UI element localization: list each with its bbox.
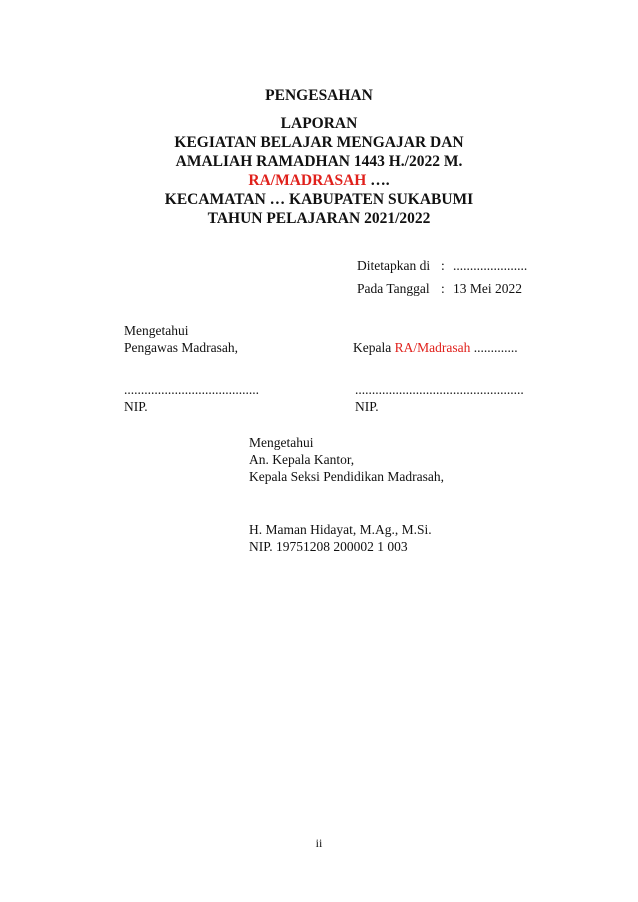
title-line-4: KECAMATAN … KABUPATEN SUKABUMI <box>164 191 474 208</box>
title-line-3-dots: …. <box>366 172 390 189</box>
title-block <box>0 86 638 228</box>
tanggal-label: Pada Tanggal <box>357 281 430 296</box>
center-mengetahui: Mengetahui <box>249 435 314 450</box>
tanggal-row <box>357 280 522 297</box>
center-nip: NIP. 19751208 200002 1 003 <box>249 539 408 554</box>
ditetapkan-label: Ditetapkan di <box>357 258 431 273</box>
center-line-1: An. Kepala Kantor, <box>249 452 355 467</box>
center-line-2: Kepala Seksi Pendidikan Madrasah, <box>249 469 444 484</box>
kepala-red-madrasah: RA/Madrasah <box>394 340 471 355</box>
pengawas-title: Pengawas Madrasah, <box>124 340 238 355</box>
kepala-prefix: Kepala <box>353 340 395 355</box>
left-mengetahui: Mengetahui <box>124 323 189 338</box>
tanggal-separator: : <box>441 281 445 296</box>
pengawas-nip: NIP. <box>124 399 148 414</box>
kepala-name-dots: .................................................. <box>355 382 524 397</box>
title-line-5: TAHUN PELAJARAN 2021/2022 <box>207 210 431 227</box>
ditetapkan-row <box>357 257 527 274</box>
title-line-3 <box>0 171 638 190</box>
page-number: ii <box>315 836 323 850</box>
title-line-2: AMALIAH RAMADHAN 1443 H./2022 M. <box>175 153 463 170</box>
laporan-heading: LAPORAN <box>280 115 358 132</box>
kepala-title <box>353 339 518 356</box>
ditetapkan-value: ...................... <box>453 258 528 273</box>
ditetapkan-separator: : <box>441 258 445 273</box>
pengesahan-heading: PENGESAHAN <box>265 87 373 104</box>
kepala-nip: NIP. <box>355 399 379 414</box>
title-line-1: KEGIATAN BELAJAR MENGAJAR DAN <box>174 134 464 151</box>
title-red-madrasah: RA/MADRASAH <box>248 172 367 189</box>
tanggal-value: 13 Mei 2022 <box>453 281 522 296</box>
center-name: H. Maman Hidayat, M.Ag., M.Si. <box>249 522 432 537</box>
kepala-dots: ............. <box>470 340 518 355</box>
heading-spacer <box>0 105 638 114</box>
pengawas-name-dots: ........................................ <box>124 382 259 397</box>
